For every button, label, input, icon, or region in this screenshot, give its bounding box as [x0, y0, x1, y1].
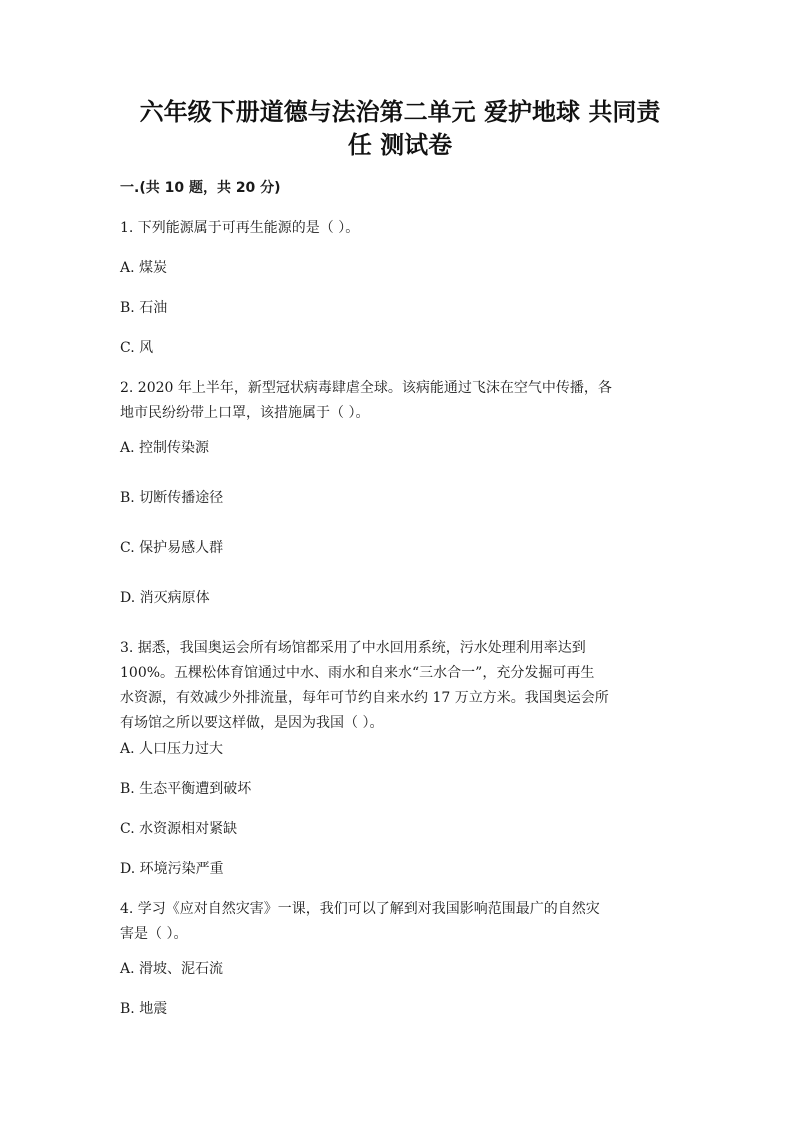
question-1-option-b: B. 石油 — [120, 300, 168, 316]
question-3-option-c: C. 水资源相对紧缺 — [120, 821, 238, 837]
question-4-option-b: B. 地震 — [120, 1001, 168, 1017]
question-3-option-a: A. 人口压力过大 — [120, 741, 224, 757]
exam-title-line-1: 六年级下册道德与法治第二单元 爱护地球 共同责 — [139, 98, 661, 126]
question-1-option-a: A. 煤炭 — [120, 260, 168, 276]
question-1-stem — [120, 216, 680, 241]
question-1-option-c: C. 风 — [120, 340, 154, 356]
section-header: 一.(共 10 题，共 20 分) — [120, 180, 281, 196]
question-3-option-b: B. 生态平衡遭到破坏 — [120, 781, 252, 797]
question-2-option-d: D. 消灭病原体 — [120, 590, 210, 606]
question-stem-line: 水资源，有效减少外排流量，每年可节约自来水约 17 万立方米。我国奥运会所 — [120, 690, 609, 706]
question-stem-line: 4. 学习《应对自然灾害》一课，我们可以了解到对我国影响范围最广的自然灾 — [120, 901, 600, 917]
question-2-option-a: A. 控制传染源 — [120, 440, 210, 456]
question-stem-line: 1. 下列能源属于可再生能源的是（ ）。 — [120, 220, 360, 236]
question-2-option-b: B. 切断传播途径 — [120, 490, 224, 506]
question-stem-line: 害是（ ）。 — [120, 926, 188, 942]
question-3-option-d: D. 环境污染严重 — [120, 861, 224, 877]
question-stem-line: 2. 2020 年上半年，新型冠状病毒肆虐全球。该病能通过飞沫在空气中传播，各 — [120, 380, 612, 396]
question-2-option-c: C. 保护易感人群 — [120, 540, 224, 556]
question-stem-line: 有场馆之所以要这样做，是因为我国（ ）。 — [120, 715, 384, 731]
exam-title-line-2: 任 测试卷 — [347, 131, 453, 159]
question-stem-line: 3. 据悉，我国奥运会所有场馆都采用了中水回用系统，污水处理利用率达到 — [120, 640, 586, 656]
question-3-stem — [120, 636, 680, 736]
question-4-option-a: A. 滑坡、泥石流 — [120, 961, 224, 977]
question-stem-line: 地市民纷纷带上口罩，该措施属于（ ）。 — [120, 405, 370, 421]
question-4-stem — [120, 897, 680, 947]
question-stem-line: 100%。五棵松体育馆通过中水、雨水和自来水“三水合一”，充分发掘可再生 — [120, 665, 595, 681]
exam-title — [120, 96, 680, 162]
question-2-stem — [120, 376, 680, 426]
